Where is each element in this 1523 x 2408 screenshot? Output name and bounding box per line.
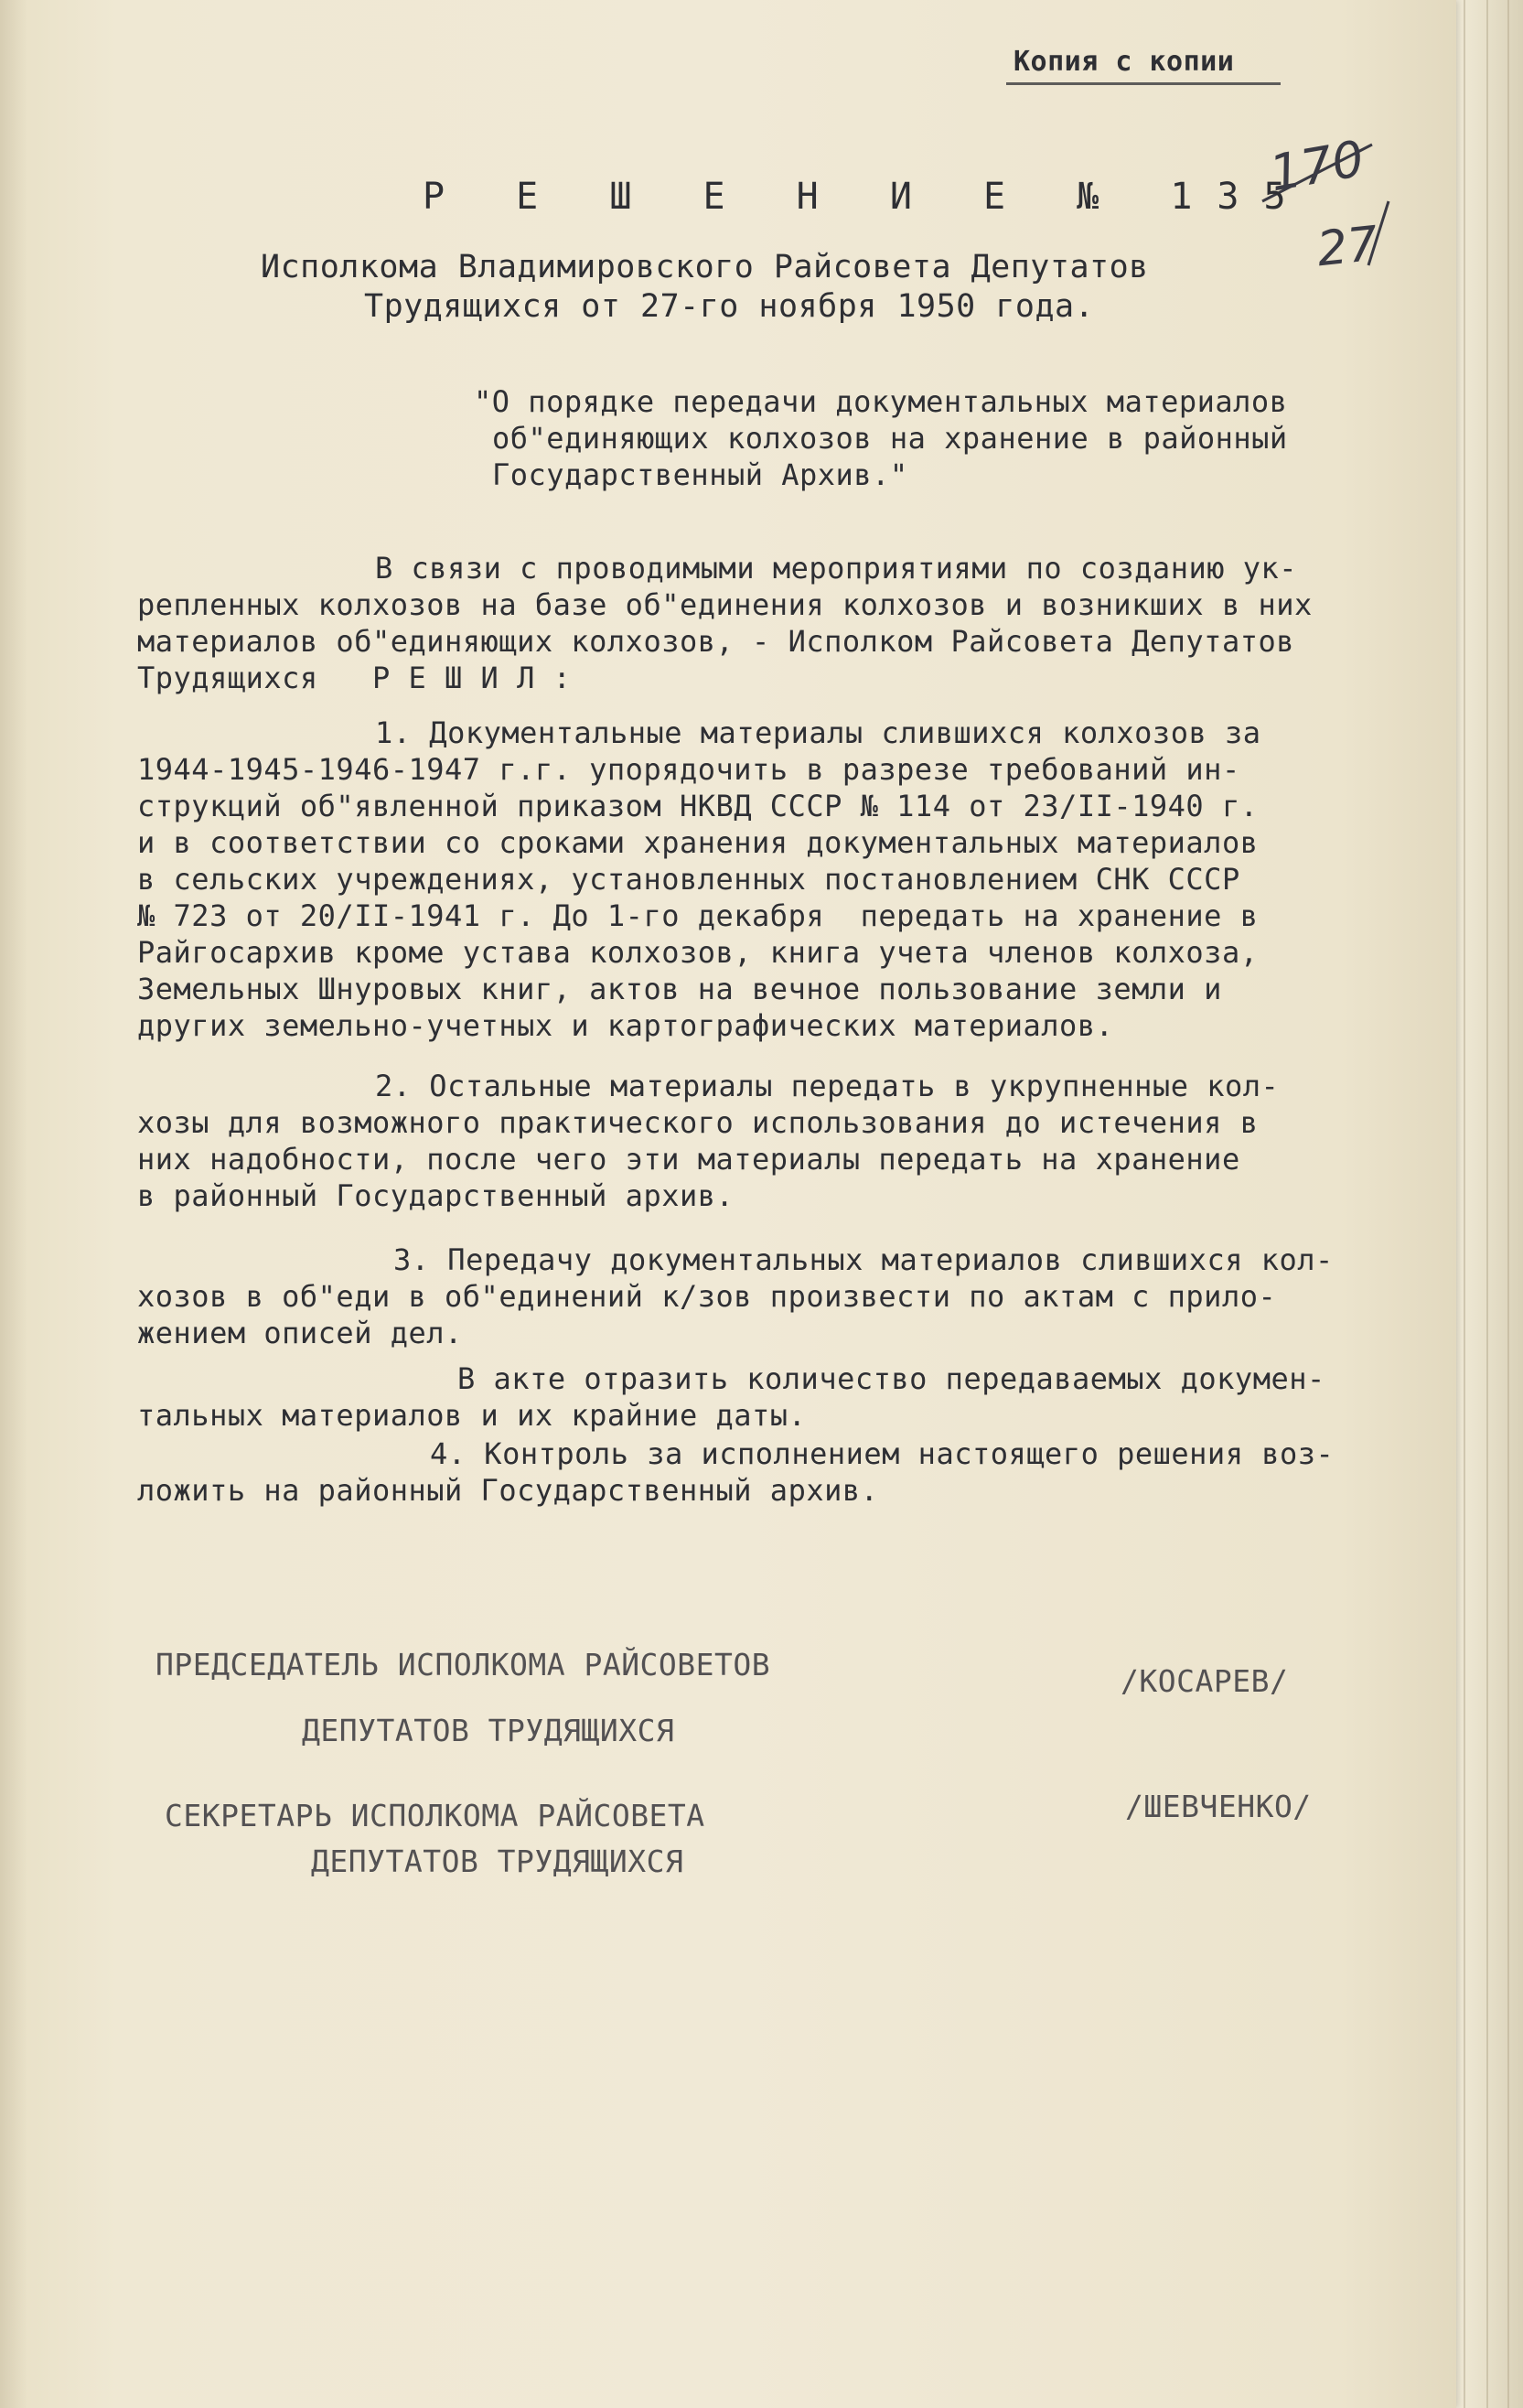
subject-line-1: "О порядке передачи документальных материалов [474,384,1288,419]
point-3-line: 3. Передачу документальных материалов слившихся кол- [393,1242,1334,1277]
page-edge-line [1486,0,1488,2408]
preamble-line-2: репленных колхозов на базе об"единения колхозов и возникших в них [137,587,1313,622]
signature-1-title-line: ДЕПУТАТОВ ТРУДЯЩИХСЯ [302,1713,675,1748]
signature-1-name: /КОСАРЕВ/ [1121,1663,1289,1699]
handwritten-slash [1361,197,1398,270]
point-2-line: 2. Остальные материалы передать в укрупненные кол- [375,1069,1280,1103]
issuer-line-2: Трудящихся от 27-го ноября 1950 года. [364,288,1095,325]
point-2-line: в районный Государственный архив. [137,1178,735,1213]
point-1-line: в сельских учреждениях, установленных постановлением СНК СССР [137,862,1240,897]
page-edge-line [1507,0,1509,2408]
point-3-line: хозов в об"еди в об"единений к/зов произвести по актам с прило- [137,1279,1277,1314]
point-2-line: хозы для возможного практического использования до истечения в [137,1105,1259,1140]
point-3-line: В акте отразить количество передаваемых докумен- [457,1361,1325,1396]
preamble-line-3: материалов об"единяющих колхозов, - Исполком Райсовета Депутатов [137,624,1294,659]
subject-line-2: об"единяющих колхозов на хранение в районный [492,421,1288,456]
point-1-line: и в соответствии со сроками хранения документальных материалов [137,825,1259,860]
point-1-line: № 723 от 20/II-1941 г. До 1-го декабря передать на хранение в [137,898,1259,933]
signature-1-title-line: ПРЕДСЕДАТЕЛЬ ИСПОЛКОМА РАЙСОВЕТОВ [156,1647,771,1682]
point-4-line: 4. Контроль за исполнением настоящего решения воз- [430,1436,1335,1471]
point-1-line: струкций об"явленной приказом НКВД СССР № 114 от 23/II-1940 г. [137,789,1259,823]
issuer-line-1: Исполкома Владимировского Райсовета Депутатов [261,249,1149,285]
point-1-line: 1. Документальные материалы слившихся колхозов за [375,715,1261,750]
point-3-line: тальных материалов и их крайние даты. [137,1398,807,1433]
signature-2-title-line: СЕКРЕТАРЬ ИСПОЛКОМА РАЙСОВЕТА [165,1798,705,1833]
preamble-line-4: Трудящихся Р Е Ш И Л : [137,661,572,695]
page-shadow [0,0,27,2408]
signature-2-name: /ШЕВЧЕНКО/ [1125,1789,1312,1824]
preamble-line-1: В связи с проводимыми мероприятиями по созданию ук- [375,551,1298,586]
handwritten-number-bottom: 27 [1314,216,1381,278]
point-1-line: Земельных Шнуровых книг, актов на вечное пользование земли и [137,972,1222,1006]
page-edge-line [1464,0,1465,2408]
copy-mark: Копия с копии [1014,46,1235,78]
point-2-line: них надобности, после чего эти материалы передать на хранение [137,1142,1240,1177]
point-4-line: ложить на районный Государственный архив. [137,1473,879,1508]
signature-2-title-line: ДЕПУТАТОВ ТРУДЯЩИХСЯ [311,1844,684,1879]
subject-line-3: Государственный Архив." [492,457,908,492]
document-title: Р Е Ш Е Н И Е № 135 [423,176,1311,218]
point-1-line: других земельно-учетных и картографических материалов. [137,1008,1114,1043]
handwritten-number-top: 170 [1265,129,1368,203]
point-1-line: Райгосархив кроме устава колхозов, книга учета членов колхоза, [137,935,1259,970]
point-3-line: жением описей дел. [137,1316,463,1350]
copy-mark-underline [1006,82,1281,85]
point-1-line: 1944-1945-1946-1947 г.г. упорядочить в разрезе требований ин- [137,752,1240,787]
